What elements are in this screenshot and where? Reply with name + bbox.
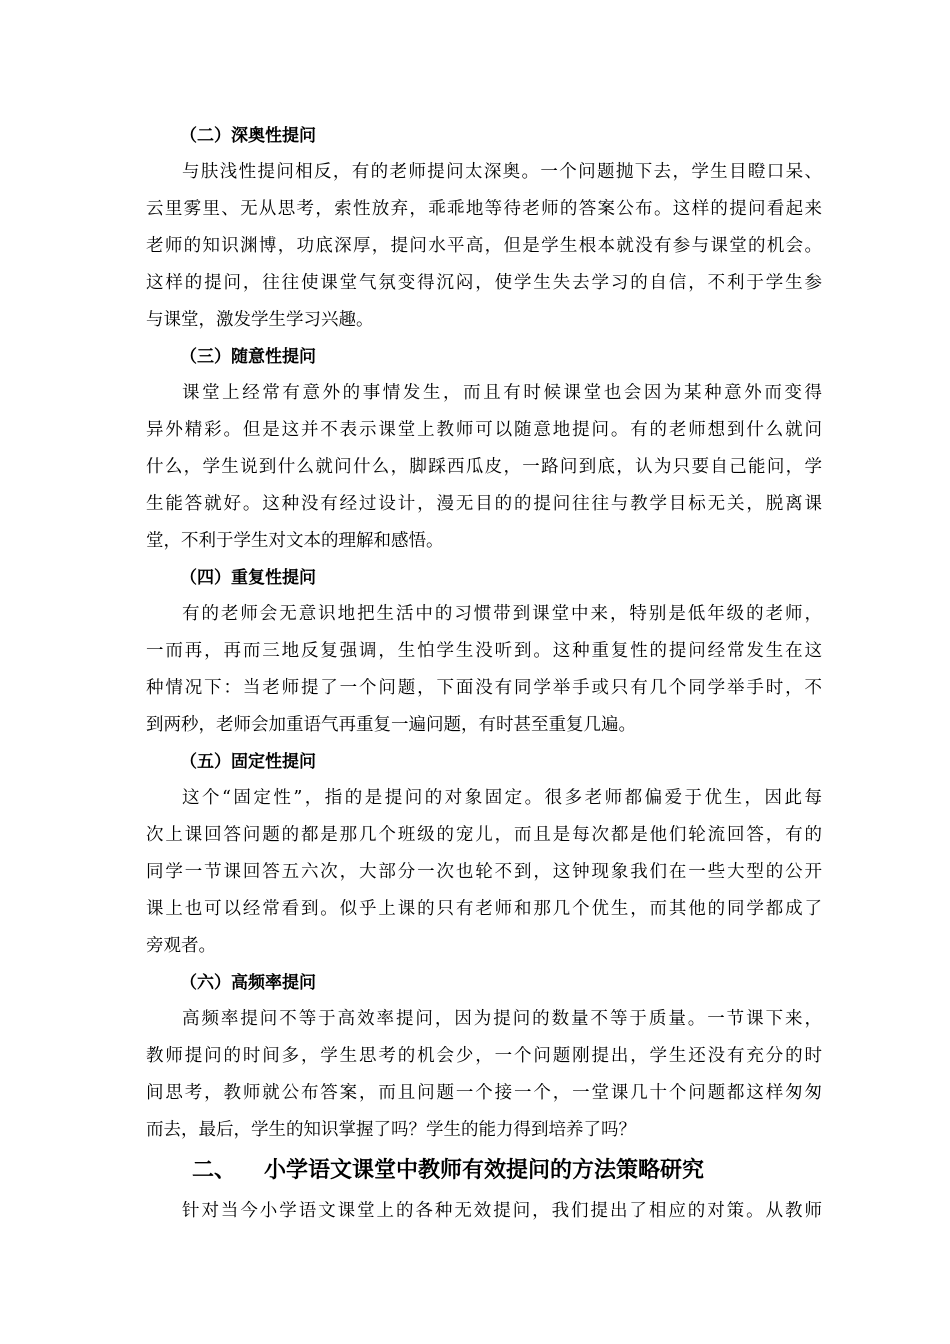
paragraph-line: 生能答就好。这种没有经过设计，漫无目的的提问往往与教学目标无关，脱离课 <box>146 494 822 514</box>
section-heading-guding: （五）固定性提问 <box>180 752 316 772</box>
paragraph-line: 堂，不利于学生对文本的理解和感悟。 <box>146 531 444 551</box>
paragraph-guding <box>146 780 822 965</box>
paragraph-line: 一而再，再而三地反复强调，生怕学生没听到。这种重复性的提问经常发生在这 <box>146 641 822 661</box>
paragraph-line: 而去，最后，学生的知识掌握了吗？学生的能力得到培养了吗？ <box>146 1120 636 1140</box>
paragraph-line: 这个“固定性”，指的是提问的对象固定。很多老师都偏爱于优生，因此每 <box>182 788 822 808</box>
paragraph-line: 有的老师会无意识地把生活中的习惯带到课堂中来，特别是低年级的老师， <box>182 604 822 624</box>
paragraph-line: 旁观者。 <box>146 936 216 956</box>
paragraph-line: 与课堂，激发学生学习兴趣。 <box>146 310 374 330</box>
paragraph-line: 异外精彩。但是这并不表示课堂上教师可以随意地提问。有的老师想到什么就问 <box>146 420 822 440</box>
document-page <box>146 118 822 1230</box>
paragraph-line: 到两秒，老师会加重语气再重复一遍问题，有时甚至重复几遍。 <box>146 715 636 735</box>
paragraph-line: 间思考，教师就公布答案，而且问题一个接一个，一堂课几十个问题都这样匆匆 <box>146 1083 822 1103</box>
paragraph-line: 种情况下：当老师提了一个问题，下面没有同学举手或只有几个同学举手时，不 <box>146 678 822 698</box>
paragraph-suiyi <box>146 375 822 560</box>
paragraph-line: 课堂上经常有意外的事情发生，而且有时候课堂也会因为某种意外而变得 <box>182 383 822 403</box>
paragraph-intro <box>146 1193 822 1230</box>
paragraph-line: 针对当今小学语文课堂上的各种无效提问，我们提出了相应的对策。从教师 <box>182 1201 822 1221</box>
paragraph-chongfu <box>146 596 822 744</box>
chapter-heading <box>146 1149 822 1193</box>
paragraph-line: 云里雾里、无从思考，索性放弃，乖乖地等待老师的答案公布。这样的提问看起来 <box>146 199 822 219</box>
paragraph-line: 次上课回答问题的都是那几个班级的宠儿，而且是每次都是他们轮流回答，有的 <box>146 825 822 845</box>
chapter-number: 二、 <box>192 1158 237 1183</box>
paragraph-line: 什么，学生说到什么就问什么，脚踩西瓜皮，一路问到底，认为只要自己能问，学 <box>146 457 822 477</box>
section-heading-gaopinlv: （六）高频率提问 <box>180 973 316 993</box>
paragraph-line: 同学一节课回答五六次，大部分一次也轮不到，这钟现象我们在一些大型的公开 <box>146 862 822 882</box>
paragraph-shenao <box>146 154 822 339</box>
paragraph-line: 高频率提问不等于高效率提问，因为提问的数量不等于质量。一节课下来， <box>182 1009 822 1029</box>
paragraph-line: 教师提问的时间多，学生思考的机会少，一个问题刚提出，学生还没有充分的时 <box>146 1046 822 1066</box>
paragraph-line: 课上也可以经常看到。似乎上课的只有老师和那几个优生，而其他的同学都成了 <box>146 899 822 919</box>
section-heading-shenao: （二）深奥性提问 <box>180 126 316 146</box>
section-heading-chongfu: （四）重复性提问 <box>180 568 316 588</box>
paragraph-line: 这样的提问，往往使课堂气氛变得沉闷，使学生失去学习的自信，不利于学生参 <box>146 273 822 293</box>
paragraph-gaopinlv <box>146 1001 822 1149</box>
paragraph-line: 与肤浅性提问相反，有的老师提问太深奥。一个问题抛下去，学生目瞪口呆、 <box>182 162 822 182</box>
paragraph-line: 老师的知识渊博，功底深厚，提问水平高，但是学生根本就没有参与课堂的机会。 <box>146 236 822 256</box>
section-heading-suiyi: （三）随意性提问 <box>180 347 316 367</box>
chapter-title: 小学语文课堂中教师有效提问的方法策略研究 <box>264 1158 705 1183</box>
